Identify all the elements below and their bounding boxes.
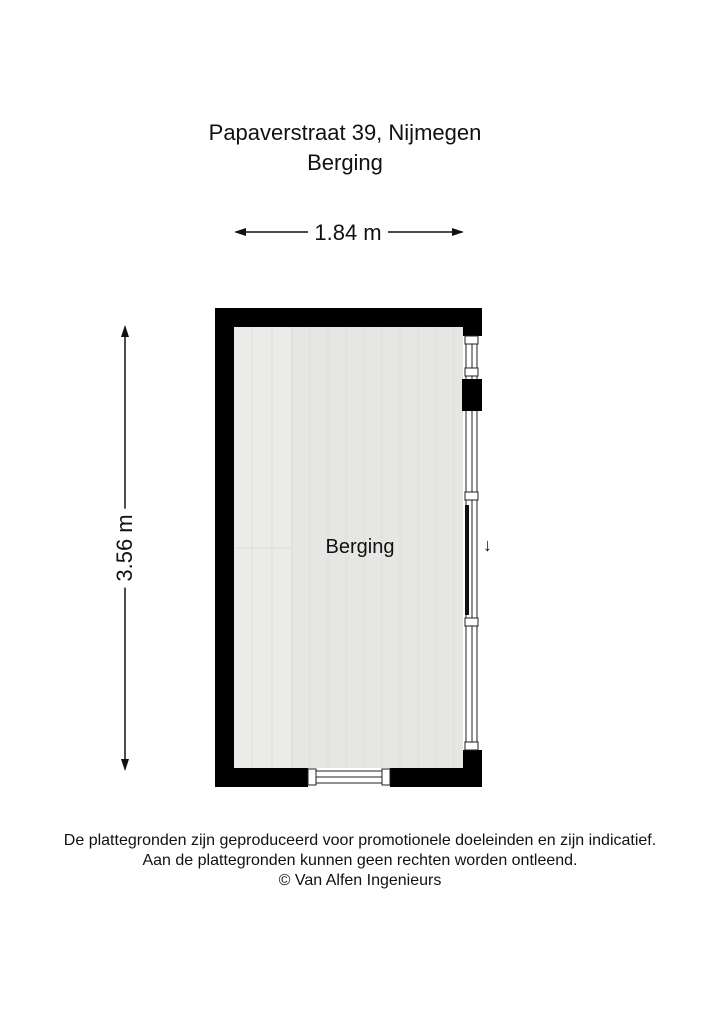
room-label: Berging xyxy=(325,536,395,558)
height-dimension xyxy=(110,325,140,771)
disclaimer-line-1: De plattegronden zijn geproduceerd voor promotionele doeleinden en zijn indicatief. xyxy=(63,832,657,849)
width-label: 1.84 m xyxy=(308,220,387,245)
wall-segment xyxy=(465,505,469,615)
height-label: 3.56 m xyxy=(112,508,138,587)
address-title: Papaverstraat 39, Nijmegen xyxy=(208,120,482,145)
width-dimension xyxy=(232,218,464,248)
copyright-line: © Van Alfen Ingenieurs xyxy=(278,872,442,889)
wall-pillar xyxy=(462,379,482,411)
disclaimer-line-2: Aan de plattegronden kunnen geen rechten worden ontleend. xyxy=(142,852,578,869)
door-swing-arrow-icon: ↓ xyxy=(483,535,492,555)
room-title: Berging xyxy=(307,150,383,175)
bottom-window-frame xyxy=(308,769,390,785)
